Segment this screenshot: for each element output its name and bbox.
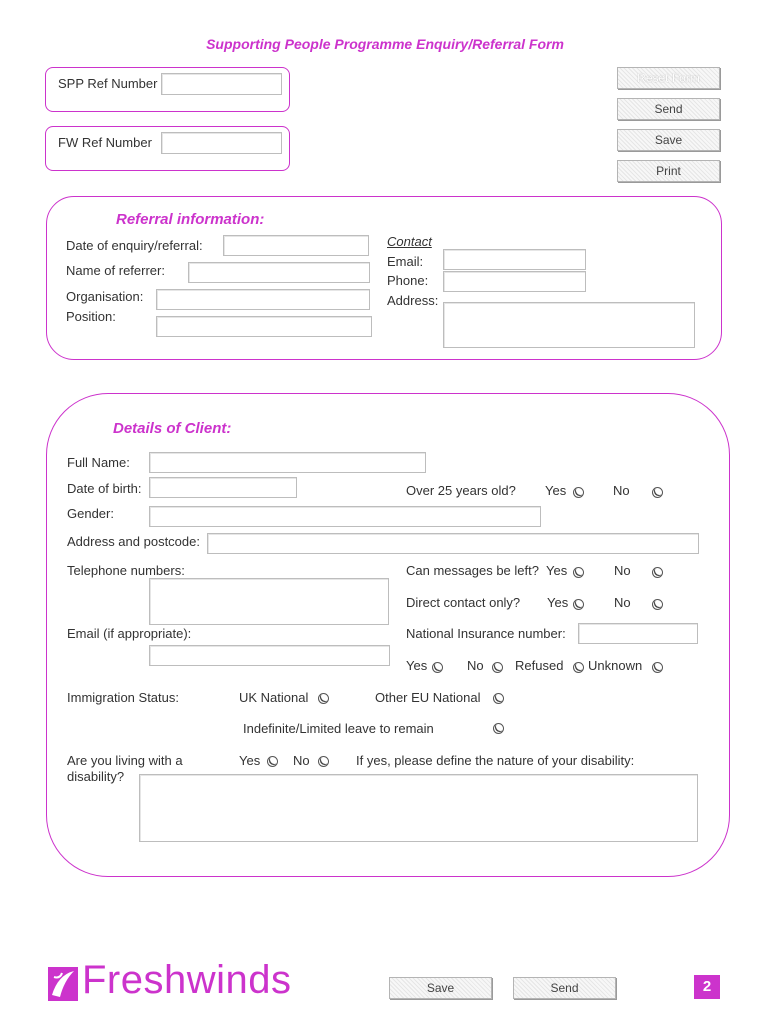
- direct-no-radio[interactable]: [652, 599, 663, 610]
- direct-label: Direct contact only?: [406, 595, 521, 610]
- messages-yes-radio[interactable]: [573, 567, 584, 578]
- direct-no-label: No: [614, 595, 631, 610]
- ni-yes-radio[interactable]: [432, 662, 443, 673]
- ni-unknown-label: Unknown: [588, 658, 643, 673]
- disability-define-label: If yes, please define the nature of your disability:: [356, 753, 635, 768]
- disability-no-label: No: [293, 753, 310, 768]
- position-input[interactable]: [156, 316, 372, 337]
- uk-national-radio[interactable]: [318, 693, 329, 704]
- disability-no-radio[interactable]: [318, 756, 329, 767]
- logo-text: Freshwinds: [82, 958, 292, 1002]
- dob-label: Date of birth:: [67, 481, 142, 496]
- spp-ref-input[interactable]: [161, 73, 282, 95]
- freshwinds-logo: [46, 958, 316, 1006]
- referral-heading: Referral information:: [116, 211, 265, 228]
- client-email-input[interactable]: [149, 645, 390, 666]
- telephone-label: Telephone numbers:: [67, 563, 185, 578]
- referrer-address-label: Address:: [387, 293, 439, 308]
- ni-no-radio[interactable]: [492, 662, 503, 673]
- send-button[interactable]: Send: [617, 98, 720, 120]
- over25-yes-radio[interactable]: [573, 487, 584, 498]
- contact-heading: Contact: [387, 234, 432, 249]
- client-heading: Details of Client:: [113, 420, 232, 437]
- client-email-label: Email (if appropriate):: [67, 626, 192, 641]
- ni-input[interactable]: [578, 623, 698, 644]
- referrer-email-label: Email:: [387, 254, 424, 269]
- spp-ref-label: SPP Ref Number: [58, 76, 158, 91]
- fw-ref-input[interactable]: [161, 132, 282, 154]
- messages-no-label: No: [614, 563, 631, 578]
- disability-label-line1: Are you living with a: [67, 753, 183, 768]
- direct-yes-radio[interactable]: [573, 599, 584, 610]
- direct-yes-label: Yes: [547, 595, 569, 610]
- referral-date-label: Date of enquiry/referral:: [66, 238, 203, 253]
- messages-yes-label: Yes: [546, 563, 568, 578]
- messages-no-radio[interactable]: [652, 567, 663, 578]
- immigration-label: Immigration Status:: [67, 690, 179, 705]
- gender-label: Gender:: [67, 506, 114, 521]
- ni-refused-label: Refused: [515, 658, 564, 673]
- ni-yes-label: Yes: [406, 658, 428, 673]
- save-button[interactable]: Save: [617, 129, 720, 151]
- referral-date-input[interactable]: [223, 235, 369, 256]
- gender-input[interactable]: [149, 506, 541, 527]
- messages-label: Can messages be left?: [406, 563, 539, 578]
- fw-ref-box: [45, 126, 290, 171]
- ni-no-label: No: [467, 658, 484, 673]
- leave-label: Indefinite/Limited leave to remain: [243, 721, 434, 736]
- other-eu-radio[interactable]: [493, 693, 504, 704]
- referrer-address-input[interactable]: [443, 302, 695, 348]
- footer-send-button[interactable]: Send: [513, 977, 616, 999]
- referrer-name-label: Name of referrer:: [66, 263, 165, 278]
- over25-no-label: No: [613, 483, 630, 498]
- spp-ref-box: [45, 67, 290, 112]
- fw-ref-label: FW Ref Number: [58, 135, 152, 150]
- referrer-phone-label: Phone:: [387, 273, 429, 288]
- ni-unknown-radio[interactable]: [652, 662, 663, 673]
- over25-label: Over 25 years old?: [406, 483, 516, 498]
- disability-yes-radio[interactable]: [267, 756, 278, 767]
- referrer-email-input[interactable]: [443, 249, 586, 270]
- ni-label: National Insurance number:: [406, 626, 566, 641]
- client-address-label: Address and postcode:: [67, 534, 200, 549]
- form-title: Supporting People Programme Enquiry/Referral Form: [206, 36, 564, 52]
- disability-yes-label: Yes: [239, 753, 261, 768]
- organisation-label: Organisation:: [66, 289, 144, 304]
- position-label: Position:: [66, 309, 116, 324]
- referrer-name-input[interactable]: [188, 262, 370, 283]
- ni-refused-radio[interactable]: [573, 662, 584, 673]
- over25-yes-label: Yes: [545, 483, 567, 498]
- print-button[interactable]: Print: [617, 160, 720, 182]
- logo-mark-icon: [46, 965, 80, 1003]
- page-number-badge: 2: [694, 975, 720, 999]
- fullname-label: Full Name:: [67, 455, 130, 470]
- uk-national-label: UK National: [239, 690, 309, 705]
- disability-details-input[interactable]: [139, 774, 698, 842]
- fullname-input[interactable]: [149, 452, 426, 473]
- telephone-input[interactable]: [149, 578, 389, 625]
- other-eu-label: Other EU National: [375, 690, 481, 705]
- leave-radio[interactable]: [493, 723, 504, 734]
- dob-input[interactable]: [149, 477, 297, 498]
- reset-form-button[interactable]: Reset Form: [617, 67, 720, 89]
- referrer-phone-input[interactable]: [443, 271, 586, 292]
- disability-label-line2: disability?: [67, 769, 125, 784]
- organisation-input[interactable]: [156, 289, 370, 310]
- footer-save-button[interactable]: Save: [389, 977, 492, 999]
- client-address-input[interactable]: [207, 533, 699, 554]
- over25-no-radio[interactable]: [652, 487, 663, 498]
